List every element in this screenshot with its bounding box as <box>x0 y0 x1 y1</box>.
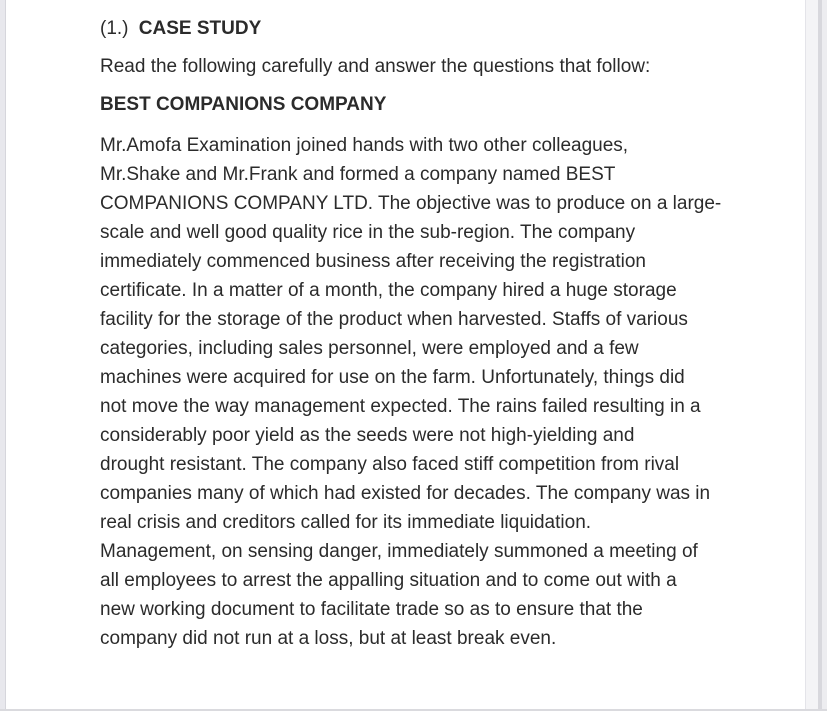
paragraph-line: company did not run at a loss, but at least break even. <box>100 628 557 649</box>
paragraph-line: immediately commenced business after receiving the registration <box>100 251 646 272</box>
paragraph-line: facility for the storage of the product when harvested. Staffs of various <box>100 309 688 330</box>
case-study-content <box>100 17 760 653</box>
paragraph-line: categories, including sales personnel, were employed and a few <box>100 338 639 359</box>
paragraph-line: Mr.Shake and Mr.Frank and formed a company named BEST <box>100 164 616 185</box>
paragraph-line: certificate. In a matter of a month, the company hired a huge storage <box>100 280 677 301</box>
paragraph-line: considerably poor yield as the seeds were not high-yielding and <box>100 425 635 446</box>
case-study-paragraph <box>100 131 760 653</box>
paragraph-line: not move the way management expected. The rains failed resulting in a <box>100 396 701 417</box>
page-left-edge-gutter <box>0 0 6 709</box>
instruction-text: Read the following carefully and answer the questions that follow: <box>100 56 651 77</box>
paragraph-line: scale and well good quality rice in the sub-region. The company <box>100 222 636 243</box>
paragraph-line: real crisis and creditors called for its immediate liquidation. <box>100 512 592 533</box>
company-name-heading: BEST COMPANIONS COMPANY <box>100 94 387 115</box>
right-scrollbar-gutter[interactable] <box>805 0 827 709</box>
paragraph-line: COMPANIONS COMPANY LTD. The objective was to produce on a large- <box>100 193 722 214</box>
paragraph-line: Mr.Amofa Examination joined hands with two other colleagues, <box>100 135 629 156</box>
paragraph-line: drought resistant. The company also faced stiff competition from rival <box>100 454 680 475</box>
case-study-title: CASE STUDY <box>138 18 262 39</box>
paragraph-line: all employees to arrest the appalling situation and to come out with a <box>100 570 677 591</box>
paragraph-line: new working document to facilitate trade so as to ensure that the <box>100 599 643 620</box>
paragraph-line: companies many of which had existed for decades. The company was in <box>100 483 711 504</box>
paragraph-line: Management, on sensing danger, immediately summoned a meeting of <box>100 541 698 562</box>
paragraph-line: machines were acquired for use on the farm. Unfortunately, things did <box>100 367 685 388</box>
question-number: (1.) <box>100 18 129 39</box>
case-study-heading <box>100 17 760 41</box>
